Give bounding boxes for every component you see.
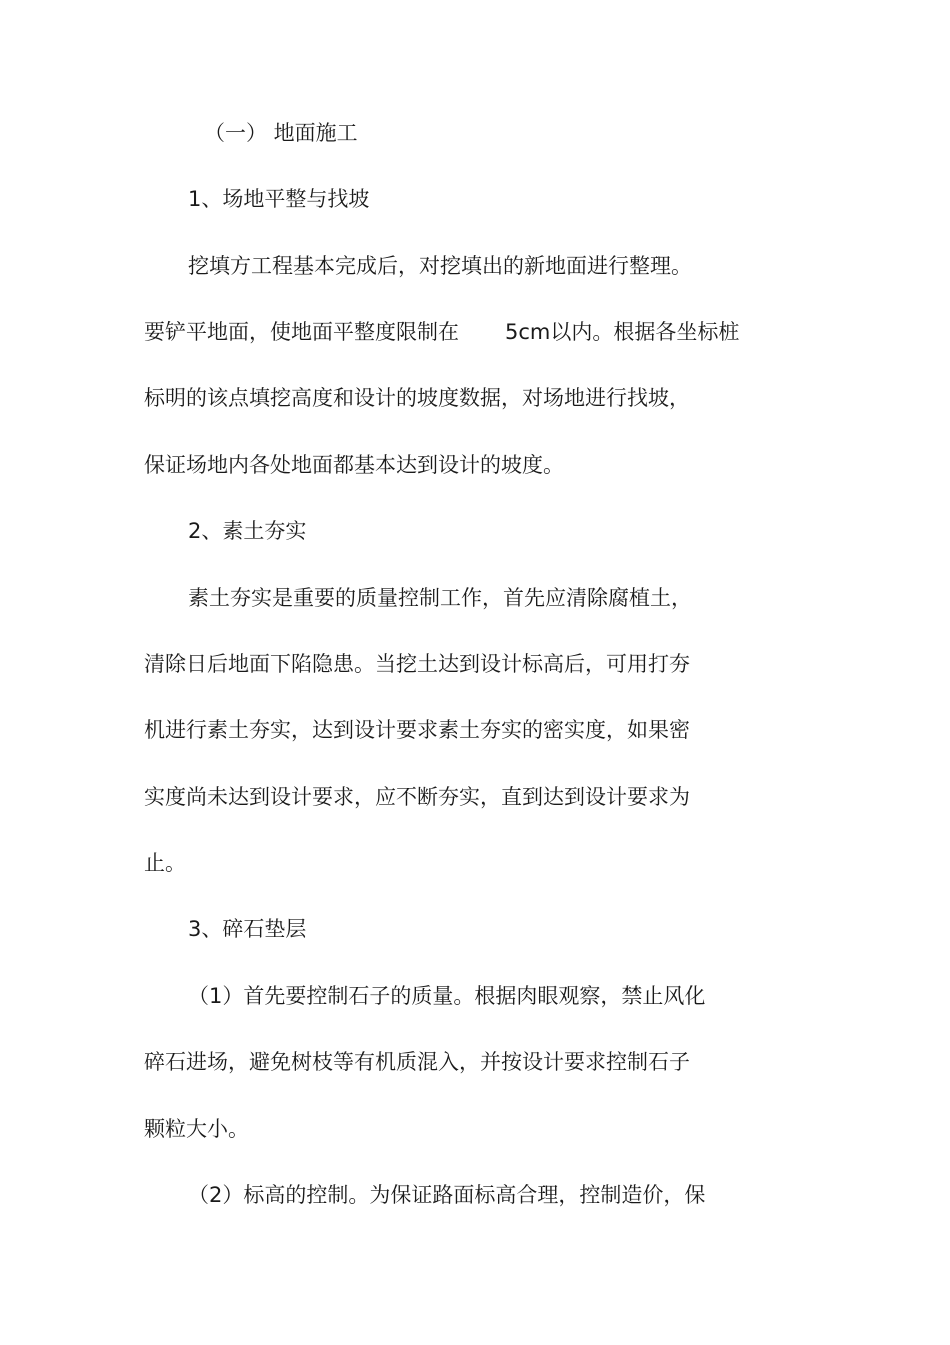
- paragraph-line: 碎石进场，避免树枝等有机质混入，并按设计要求控制石子: [144, 1050, 690, 1074]
- paragraph-line: 标明的该点填挖高度和设计的坡度数据，对场地进行找坡，: [144, 386, 690, 410]
- paragraph-line: （2）标高的控制。为保证路面标高合理，控制造价，保: [188, 1183, 706, 1207]
- item-heading-3: 3、碎石垫层: [188, 917, 307, 941]
- paragraph-line: 止。: [144, 851, 186, 875]
- section-heading: （一） 地面施工: [204, 121, 358, 145]
- paragraph-line: 素土夯实是重要的质量控制工作，首先应清除腐植土，: [188, 586, 692, 610]
- paragraph-line: 颗粒大小。: [144, 1117, 249, 1141]
- paragraph-line: 挖填方工程基本完成后，对挖填出的新地面进行整理。: [188, 254, 692, 278]
- paragraph-line: （1）首先要控制石子的质量。根据肉眼观察，禁止风化: [188, 984, 706, 1008]
- paragraph-line: 保证场地内各处地面都基本达到设计的坡度。: [144, 453, 564, 477]
- paragraph-line-part: 5cm以内。根据各坐标桩: [505, 320, 740, 344]
- item-heading-2: 2、素土夯实: [188, 519, 307, 543]
- paragraph-line-part: 要铲平地面，使地面平整度限制在: [144, 320, 459, 344]
- item-heading-1: 1、场地平整与找坡: [188, 187, 370, 211]
- paragraph-line: 实度尚未达到设计要求，应不断夯实，直到达到设计要求为: [144, 785, 690, 809]
- paragraph-line: 清除日后地面下陷隐患。当挖土达到设计标高后，可用打夯: [144, 652, 690, 676]
- paragraph-line: 机进行素土夯实，达到设计要求素土夯实的密实度，如果密: [144, 718, 690, 742]
- paragraph-line: [144, 317, 739, 347]
